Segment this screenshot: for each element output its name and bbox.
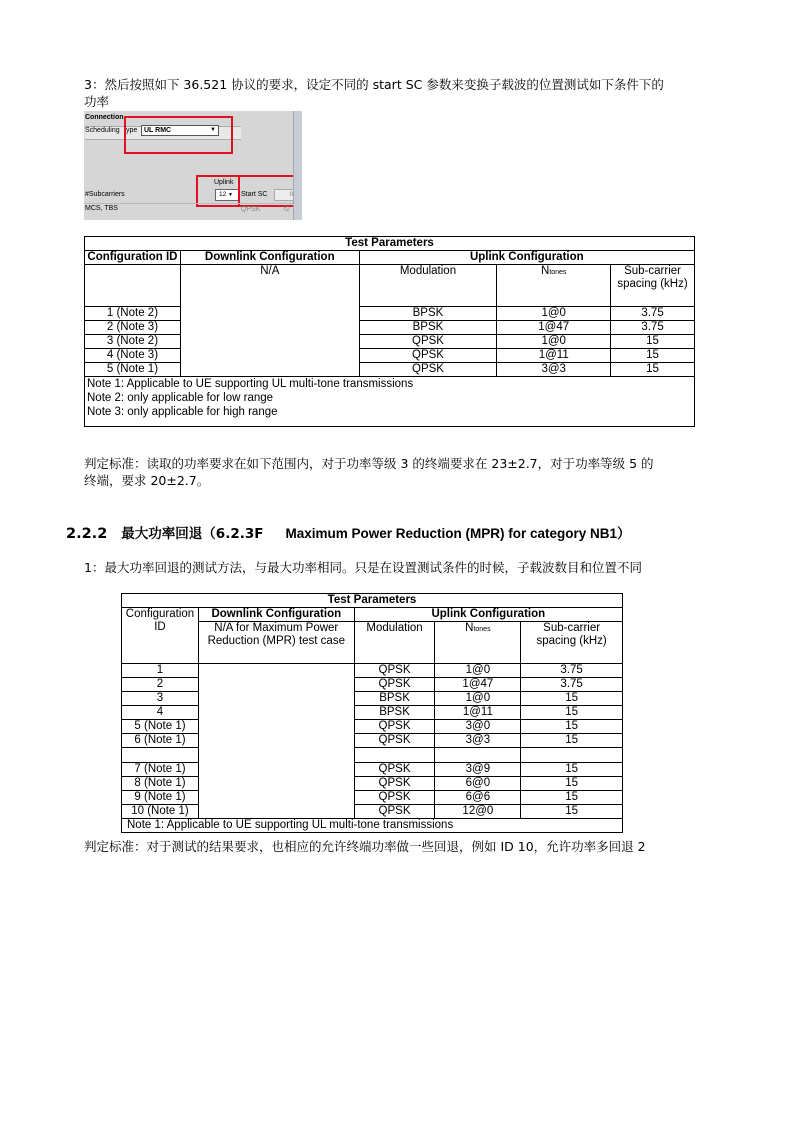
table-cell: 15 <box>611 335 695 349</box>
table-cell: 3.75 <box>521 678 623 692</box>
note-2: Note 2: only applicable for low range <box>87 392 274 404</box>
table-cell: 1@0 <box>435 692 521 706</box>
section-title-en: Maximum Power Reduction (MPR) for category NB1） <box>285 526 631 541</box>
table-cell: 3 <box>122 692 199 706</box>
table-cell: 3@9 <box>435 763 521 777</box>
subcarriers-value: 12 <box>219 191 227 198</box>
table-cell: QPSK <box>359 363 497 377</box>
table-cell: 2 (Note 3) <box>85 321 181 335</box>
col-config-id: Configuration ID <box>85 251 181 265</box>
ntones-label: N <box>465 622 474 634</box>
empty-cell <box>85 265 181 307</box>
section-heading <box>66 522 631 542</box>
table-cell: 2 <box>122 678 199 692</box>
col-uplink: Uplink Configuration <box>359 251 694 265</box>
start-sc-value: 0 <box>289 191 294 198</box>
ntones-sub: tones <box>473 626 491 633</box>
highlight-box-type <box>124 116 233 154</box>
f2-value: f2 <box>284 206 290 213</box>
table-cell: QPSK <box>354 678 435 692</box>
table-cell: BPSK <box>359 321 497 335</box>
dropdown-arrow-icon: ▼ <box>210 127 216 133</box>
table-cell: 9 (Note 1) <box>122 791 199 805</box>
table-notes <box>85 377 695 427</box>
table-cell: 6@6 <box>435 791 521 805</box>
table-cell: 15 <box>521 763 623 777</box>
empty-cell <box>521 748 623 763</box>
empty-cell <box>122 748 199 763</box>
table-cell: QPSK <box>354 720 435 734</box>
table-cell: 3@3 <box>435 734 521 748</box>
table-cell: BPSK <box>354 692 435 706</box>
table-title: Test Parameters <box>122 594 623 608</box>
table-cell: 15 <box>521 791 623 805</box>
scheduling-label: Scheduling <box>85 127 120 134</box>
table-cell: 15 <box>611 349 695 363</box>
table-cell: QPSK <box>359 335 497 349</box>
table-cell: 1@47 <box>497 321 611 335</box>
table-cell: 10 (Note 1) <box>122 805 199 819</box>
table-cell: QPSK <box>354 734 435 748</box>
table-title: Test Parameters <box>85 237 695 251</box>
config-screenshot <box>84 111 302 220</box>
note-3: Note 3: only applicable for high range <box>87 406 278 418</box>
sub-ntones <box>497 265 611 307</box>
table-cell: BPSK <box>354 706 435 720</box>
table-cell: 15 <box>521 706 623 720</box>
sub-modulation: Modulation <box>354 622 435 664</box>
table-cell: 4 <box>122 706 199 720</box>
table-cell: 3@3 <box>497 363 611 377</box>
table-cell: 1@11 <box>435 706 521 720</box>
table-cell: QPSK <box>354 805 435 819</box>
table-cell: 7 (Note 1) <box>122 763 199 777</box>
section-title-cn: 最大功率回退（6.2.3F <box>121 526 264 542</box>
intro-paragraph: 3：然后按照如下 36.521 协议的要求，设定不同的 start SC 参数来变换子载波的位置测试如下条件下的功率 <box>84 77 664 109</box>
table-cell: 15 <box>521 692 623 706</box>
table-cell: 6@0 <box>435 777 521 791</box>
criteria-paragraph-2: 判定标准：对于测试的结果要求，也相应的允许终端功率做一些回退，例如 ID 10，允许功率多回退 2 <box>84 839 646 854</box>
subcarriers-label: #Subcarriers <box>85 191 125 198</box>
ntones-label: N <box>541 265 550 277</box>
mcs-label: MCS, TBS <box>85 205 118 212</box>
table-note: Note 1: Applicable to UE supporting UL multi-tone transmissions <box>122 819 623 833</box>
table-cell: 3.75 <box>521 664 623 678</box>
col-downlink: Downlink Configuration <box>180 251 359 265</box>
table-cell: 15 <box>521 720 623 734</box>
test-parameters-table-2 <box>121 593 623 833</box>
downlink-value: N/A for Maximum Power Reduction (MPR) test case <box>198 622 354 664</box>
mpr-intro-paragraph: 1：最大功率回退的测试方法，与最大功率相同。只是在设置测试条件的时候，子载波数目和位置不同 <box>84 560 642 575</box>
sub-spacing: Sub-carrier spacing (kHz) <box>521 622 623 664</box>
table-cell: 5 (Note 1) <box>85 363 181 377</box>
modulation-value: QPSK <box>241 206 261 213</box>
col-config-id: Configuration ID <box>122 608 199 664</box>
ntones-sub: tones <box>549 269 567 276</box>
table-cell: 3 (Note 2) <box>85 335 181 349</box>
panel-scroll-strip <box>293 111 302 220</box>
table-cell: 15 <box>521 777 623 791</box>
col-downlink: Downlink Configuration <box>198 608 354 622</box>
table-cell: 1@0 <box>497 335 611 349</box>
table-cell: 1@11 <box>497 349 611 363</box>
sub-spacing: Sub-carrier spacing (kHz) <box>611 265 695 307</box>
start-sc-label: Start SC <box>241 191 268 198</box>
table-cell: 3@0 <box>435 720 521 734</box>
table-cell: 3.75 <box>611 321 695 335</box>
col-uplink: Uplink Configuration <box>354 608 622 622</box>
sub-modulation: Modulation <box>359 265 497 307</box>
table-cell: QPSK <box>354 777 435 791</box>
table-cell: QPSK <box>359 349 497 363</box>
table-cell: QPSK <box>354 664 435 678</box>
table-cell: 4 (Note 3) <box>85 349 181 363</box>
type-label: ype <box>126 127 138 134</box>
divider <box>84 203 302 204</box>
empty-cell <box>354 748 435 763</box>
table-cell: 15 <box>521 734 623 748</box>
section-number: 2.2.2 <box>66 526 108 542</box>
connection-header: Connection <box>85 114 124 121</box>
criteria-paragraph-1: 判定标准：读取的功率要求在如下范围内，对于功率等级 3 的终端要求在 23±2.7，对于功率等级 5 的终端，要求 20±2.7。 <box>84 456 654 488</box>
empty-cell <box>435 748 521 763</box>
table-cell: 1 <box>122 664 199 678</box>
table-cell: 1@0 <box>497 307 611 321</box>
table-cell: 12@0 <box>435 805 521 819</box>
table-cell: 8 (Note 1) <box>122 777 199 791</box>
downlink-merged-cell <box>198 664 354 819</box>
dropdown-arrow-icon: ▼ <box>228 192 233 198</box>
scheduling-type-value: UL RMC <box>144 127 172 134</box>
uplink-label: Uplink <box>214 179 234 186</box>
table-cell: 15 <box>521 805 623 819</box>
table-cell: 15 <box>611 363 695 377</box>
table-cell: 6 (Note 1) <box>122 734 199 748</box>
table-cell: BPSK <box>359 307 497 321</box>
table-cell: 1@0 <box>435 664 521 678</box>
sub-ntones <box>435 622 521 664</box>
table-cell: 1@47 <box>435 678 521 692</box>
table-cell: QPSK <box>354 763 435 777</box>
test-parameters-table-1 <box>84 236 695 427</box>
downlink-value: N/A <box>180 265 359 377</box>
table-cell: 5 (Note 1) <box>122 720 199 734</box>
table-cell: 3.75 <box>611 307 695 321</box>
note-1: Note 1: Applicable to UE supporting UL multi-tone transmissions <box>87 378 414 390</box>
table-cell: 1 (Note 2) <box>85 307 181 321</box>
table-cell: QPSK <box>354 791 435 805</box>
